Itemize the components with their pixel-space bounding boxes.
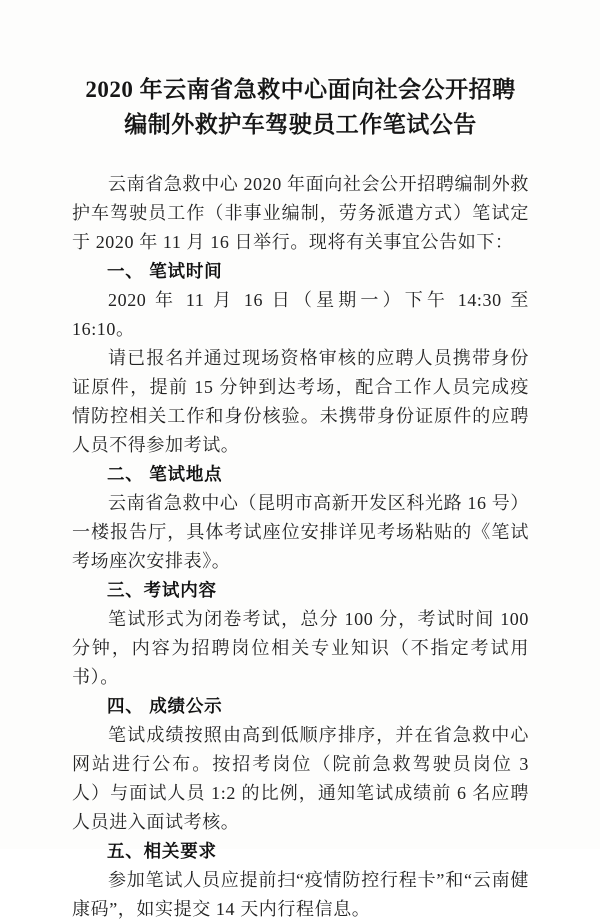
document-title [72, 72, 529, 142]
paragraph-exam-location: 云南省急救中心（昆明市高新开发区科光路 16 号）一楼报告厅，具体考试座位安排详见考场粘贴的《笔试考场座次安排表》。 [72, 493, 529, 571]
paragraph-related-requirements: 参加笔试人员应提前扫“疫情防控行程卡”和“云南健康码”，如实提交 14 天内行程信息。 [72, 870, 529, 919]
section-heading-exam-location: 二、 笔试地点 [107, 464, 223, 484]
section-heading-related-requirements: 五、相关要求 [107, 841, 217, 861]
paragraph-exam-time: 2020 年 11 月 16 日（星期一）下午 14:30 至 16:10。 [72, 290, 529, 339]
paragraph-exam-content: 笔试形式为闭卷考试，总分 100 分，考试时间 100 分钟，内容为招聘岗位相关专业知识（不指定考试用书）。 [72, 609, 529, 687]
document-title-line-2: 编制外救护车驾驶员工作笔试公告 [124, 112, 477, 137]
intro-paragraph: 云南省急救中心 2020 年面向社会公开招聘编制外救护车驾驶员工作（非事业编制，劳务派遣方式）笔试定于 2020 年 11 月 16 日举行。现将有关事宜公告如下： [72, 174, 529, 252]
section-heading-exam-time: 一、 笔试时间 [107, 261, 223, 281]
section-heading-exam-content: 三、考试内容 [107, 580, 217, 600]
document-body [72, 170, 529, 924]
document-title-line-1: 2020 年云南省急救中心面向社会公开招聘 [85, 77, 516, 102]
paragraph-score-publicity: 笔试成绩按照由高到低顺序排序，并在省急救中心网站进行公布。按招考岗位（院前急救驾驶员岗位 3 人）与面试人员 1:2 的比例，通知笔试成绩前 6 名应聘人员进入面试考核。 [72, 725, 529, 832]
section-heading-score-publicity: 四、 成绩公示 [107, 696, 223, 716]
paragraph-exam-time-requirements: 请已报名并通过现场资格审核的应聘人员携带身份证原件，提前 15 分钟到达考场，配合工作人员完成疫情防控相关工作和身份核验。未携带身份证原件的应聘人员不得参加考试。 [72, 348, 529, 455]
